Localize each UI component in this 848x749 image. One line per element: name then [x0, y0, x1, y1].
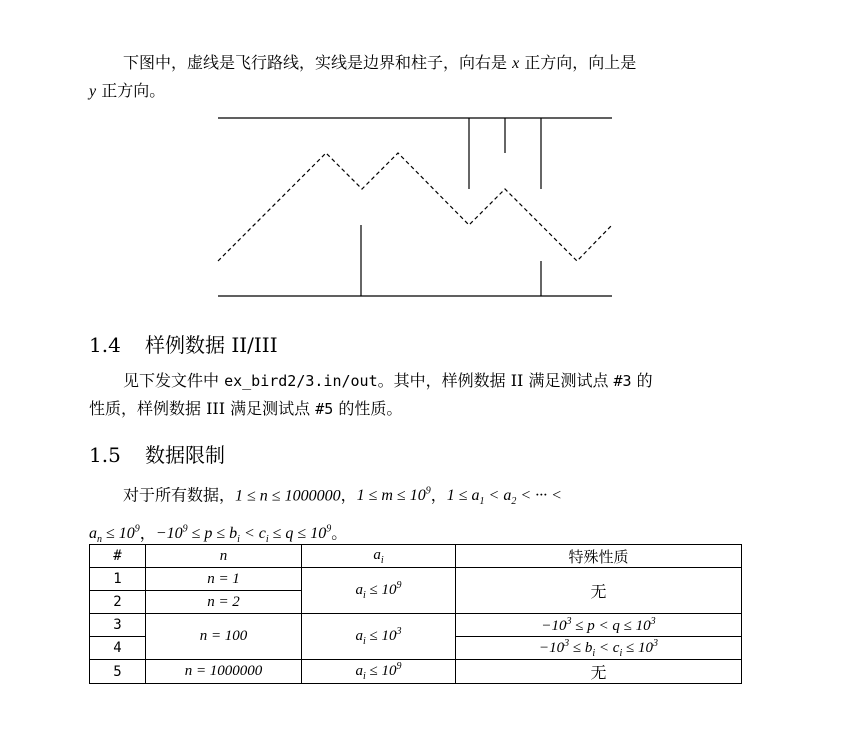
section-title: 数据限制 [145, 443, 225, 467]
data-limits-table [89, 544, 742, 684]
exponent: 3 [652, 637, 658, 649]
row-property [456, 614, 742, 637]
exponent: 3 [396, 626, 402, 637]
section-1-4-line-1 [89, 367, 749, 395]
math-text: 1 ≤ a [446, 487, 480, 505]
math-text: ≤ 10 [365, 663, 397, 679]
math-text: a [89, 524, 97, 542]
subscript: i [592, 647, 596, 659]
header-property: 特殊性质 [456, 545, 742, 568]
math-text: < c [595, 639, 620, 656]
table-row [90, 614, 742, 637]
subscript: i [362, 671, 366, 682]
paragraph-text: 的 [631, 371, 653, 390]
paragraph-text: 。其中，样例数据 II 满足测试点 [377, 371, 614, 390]
paragraph-text: 的性质。 [333, 399, 403, 418]
math-text: −10 [155, 524, 183, 542]
exponent: 9 [396, 580, 402, 591]
section-1-5-paragraph [89, 478, 749, 553]
section-1-5-line-1 [89, 478, 749, 516]
exponent: 3 [650, 615, 656, 627]
exponent: 9 [425, 486, 431, 497]
math-text: 1 ≤ m ≤ 10 [356, 487, 426, 505]
math-text: a [355, 663, 363, 679]
exponent: 9 [326, 523, 332, 535]
constraint-a [446, 487, 562, 508]
row-n: n = 1 [146, 568, 302, 591]
constraint-n: 1 ≤ n ≤ 1000000 [235, 487, 341, 505]
separator: 。 [331, 522, 348, 542]
flight-path [218, 153, 612, 261]
row-a [302, 568, 456, 614]
math-text: −10 [541, 617, 567, 634]
separator: ， [139, 522, 156, 542]
file-name: ex_bird2/3.in/out [224, 372, 378, 390]
row-id: 4 [90, 637, 146, 660]
separator: ， [430, 485, 447, 505]
constraint-m [357, 487, 431, 504]
row-n: n = 100 [146, 614, 302, 660]
math-text: a [355, 582, 363, 598]
row-id: 5 [90, 660, 146, 684]
row-a [302, 660, 456, 684]
intro-text: 正方向。 [96, 81, 166, 100]
row-property: 无 [456, 568, 742, 614]
row-id: 3 [90, 614, 146, 637]
section-title: 样例数据 II/III [145, 333, 278, 357]
row-id: 1 [90, 568, 146, 591]
subscript: i [265, 534, 269, 546]
table-row [90, 568, 742, 591]
subscript: i [380, 554, 384, 566]
math-text: ≤ 10 [365, 628, 397, 644]
subscript: i [237, 534, 240, 546]
math-text: ≤ p ≤ b [187, 524, 238, 542]
table-header-row [90, 545, 742, 568]
constraint-pq [155, 523, 332, 546]
math-text: < a [484, 487, 512, 505]
row-id: 2 [90, 591, 146, 614]
intro-text: 下图中，虚线是飞行路线，实线是边界和柱子，向右是 [123, 53, 513, 72]
exponent: 9 [134, 523, 140, 535]
row-n: n = 2 [146, 591, 302, 614]
testpoint-ref: #5 [315, 400, 334, 418]
row-a [302, 614, 456, 660]
math-text: a [355, 628, 363, 644]
section-1-4-paragraph [89, 367, 749, 423]
row-property [456, 637, 742, 660]
row-property: 无 [456, 660, 742, 684]
math-text: ≤ b [569, 639, 593, 656]
paragraph-text: 性质，样例数据 III 满足测试点 [89, 399, 316, 418]
paragraph-text: 对于所有数据， [123, 485, 236, 505]
exponent: 9 [396, 661, 402, 672]
row-n: n = 1000000 [146, 660, 302, 684]
table-row [90, 660, 742, 684]
paragraph-text: 见下发文件中 [123, 371, 225, 390]
subscript: n [97, 534, 102, 546]
subscript: i [362, 636, 366, 647]
subscript: 1 [479, 496, 485, 508]
subscript: 2 [511, 496, 517, 508]
var-y: y [89, 83, 97, 100]
exponent: 9 [182, 523, 188, 535]
intro-text: 正方向，向上是 [519, 53, 637, 72]
math-text: < c [239, 524, 266, 542]
math-text: ≤ q ≤ 10 [268, 524, 327, 542]
exponent: 3 [564, 637, 570, 649]
subscript: i [619, 647, 623, 659]
math-text: < ··· < [516, 487, 562, 505]
math-text: −10 [539, 639, 565, 656]
testpoint-ref: #3 [613, 372, 632, 390]
section-number: 1.4 [89, 333, 121, 357]
section-heading-1-4 [89, 333, 278, 357]
constraint-an [89, 523, 140, 546]
header-n: n [146, 545, 302, 568]
math-text: ≤ p < q ≤ 10 [571, 617, 651, 634]
math-text: ≤ 10 [622, 639, 653, 656]
var-x: x [512, 55, 520, 72]
subscript: i [362, 590, 366, 601]
exponent: 3 [566, 615, 572, 627]
math-text: ≤ 10 [365, 582, 397, 598]
math-text: a [373, 546, 381, 563]
section-number: 1.5 [89, 443, 121, 467]
separator: ， [340, 485, 357, 505]
section-heading-1-5 [89, 443, 225, 467]
header-a [302, 545, 456, 568]
section-1-4-line-2 [89, 395, 749, 423]
math-text: ≤ 10 [102, 524, 135, 542]
header-id: # [90, 545, 146, 568]
